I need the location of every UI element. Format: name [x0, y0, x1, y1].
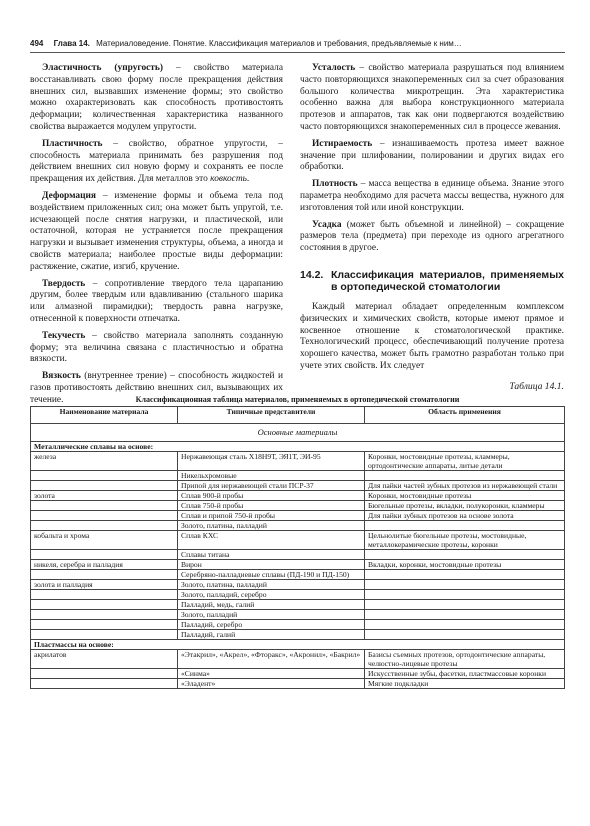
table-row — [31, 481, 565, 491]
section-number: 14.2. — [300, 268, 324, 281]
material-group-cell: никеля, серебра и палладия — [31, 560, 178, 570]
representative-cell: Сплав и припой 750-й пробы — [178, 511, 365, 521]
table-section-label: Металлические сплавы на основе: — [31, 442, 565, 452]
table-row — [31, 679, 565, 689]
chapter-label: Глава 14. — [53, 39, 90, 48]
usage-cell — [365, 570, 565, 580]
left-paragraph — [30, 331, 283, 366]
usage-cell — [365, 600, 565, 610]
table-section-label: Пластмассы на основе: — [31, 640, 565, 650]
representative-cell: Золото, палладий — [178, 610, 365, 620]
table-row — [31, 650, 565, 669]
table-row — [31, 521, 565, 531]
section-title: Классификация материалов, применяемых в ортопедической стоматологии — [331, 268, 564, 294]
definition: – свойство материала восстанавливать свою форму после прекращения действия внешних сил, вызвавших изменение формы; это свойство можно охарактеризовать как способность противостоять деформации; количественная характеристика названного свойства выражается модулем упругости. — [30, 63, 283, 132]
usage-cell — [365, 580, 565, 590]
material-group-cell — [31, 481, 178, 491]
table-title: Классификационная таблица материалов, применяемых в ортопедической стоматологии — [135, 395, 460, 404]
definition: – масса вещества в единице объема. Знание этого параметра необходимо для расчета массы вещества, нужного для изготовления той или иной конструкции. — [300, 179, 564, 213]
representative-cell: Палладий, серебро — [178, 620, 365, 630]
right-terms — [300, 63, 564, 255]
section-heading — [300, 269, 564, 294]
definition: (может быть объемной и линейной) – сокращение размеров тела (предмета) при переходе из одного агрегатного состояния в другое. — [300, 219, 564, 254]
material-group-cell: золота и палладия — [31, 580, 178, 590]
page-number: 494 — [30, 39, 44, 48]
representative-cell: Сплавы титана — [178, 550, 365, 560]
section-body: Каждый материал обладает определенным комплексом физических и химических свойств, которые имеют прямое и косвенное отношение к стоматологической практике. Технологический процесс, обеспечивающий получение протеза хорошего качества, может быть грамотно разработан только при учете этих свойств. Их следует — [300, 301, 564, 371]
table-subheader-row — [31, 424, 565, 442]
usage-cell — [365, 471, 565, 481]
representative-cell: Никельхромовые — [178, 471, 365, 481]
representative-cell: «Этакрил», «Акрел», «Фторакс», «Акронил», «Бакрил» — [178, 650, 365, 669]
term: Вязкость — [42, 371, 81, 382]
italic-term: ковкость — [210, 174, 247, 185]
material-group-cell: кобальта и хрома — [31, 531, 178, 550]
table-row — [31, 550, 565, 560]
left-column — [30, 63, 283, 407]
representative-cell: Нержавеющая сталь Х18Н9Т, ЭЯ1Т, ЭИ-95 — [178, 452, 365, 471]
table-row — [31, 610, 565, 620]
usage-cell: Мягкие подкладки — [365, 679, 565, 689]
table-section-row — [31, 442, 565, 452]
material-group-cell: железа — [31, 452, 178, 471]
material-group-cell — [31, 600, 178, 610]
table-row — [31, 491, 565, 501]
table-row — [31, 570, 565, 580]
definition: (внутреннее трение) – способность жидкостей и газов противостоять действию внешних сил, вызывающих их течение. — [30, 371, 283, 405]
usage-cell: Искусственные зубы, фасетки, пластмассовые коронки — [365, 669, 565, 679]
table-row — [31, 580, 565, 590]
table-row — [31, 620, 565, 630]
material-group-cell — [31, 669, 178, 679]
table-row — [31, 471, 565, 481]
usage-cell: Вкладки, коронки, мостовидные протезы — [365, 560, 565, 570]
representative-cell: «Синма» — [178, 669, 365, 679]
material-group-cell — [31, 511, 178, 521]
usage-cell: Для пайки частей зубных протезов из нержавеющей стали — [365, 481, 565, 491]
term: Текучесть — [42, 330, 86, 341]
table-section-row — [31, 640, 565, 650]
table-row — [31, 560, 565, 570]
definition: – свойство материала разрушаться под влиянием часто повторяющихся знакопеременных сил за счет образования большого количества микротрещин. Эта характеристика особенно важна для выбора конструкционного материала протезов и аппаратов, так как они подвергаются воздействию часто повторяющихся знакопеременных сил в процессе жевания. — [300, 63, 564, 132]
usage-cell — [365, 590, 565, 600]
term: Истираемость — [312, 138, 373, 149]
usage-cell — [365, 620, 565, 630]
representative-cell: Палладий, галий — [178, 630, 365, 640]
representative-cell: Золото, платина, палладий — [178, 521, 365, 531]
definition: – свойство материала заполнять созданную форму; эта величина связана с пластичностью и обратна вязкости. — [30, 330, 283, 365]
representative-cell: Сплав 750-й пробы — [178, 501, 365, 511]
term: Пластичность — [42, 138, 103, 149]
representative-cell: «Эладент» — [178, 679, 365, 689]
header-name: Наименование материала — [31, 407, 178, 424]
term: Эластичность (упругость) — [42, 63, 163, 73]
table-row — [31, 501, 565, 511]
header-rule — [30, 52, 565, 53]
table-row — [31, 452, 565, 471]
material-group-cell — [31, 610, 178, 620]
term: Деформация — [42, 190, 96, 201]
definition: – изменение формы и объема тела под воздействием приложенных сил; она может быть упругой, т.е. исчезающей после снятия нагрузки, и пластической, или остаточной, которая не устраняется после прекращения нагрузки и вызывает изменения структуры, объема, а иногда и свойств материала; наиболее простые виды деформации: растяжение, сжатие, изгиб, кручение. — [30, 190, 283, 272]
representative-cell: Золото, палладий, серебро — [178, 590, 365, 600]
definition-tail: . — [246, 174, 250, 185]
table-row — [31, 600, 565, 610]
left-paragraph — [30, 139, 283, 186]
material-group-cell — [31, 630, 178, 640]
right-paragraph — [300, 220, 564, 255]
term: Усадка — [312, 219, 342, 230]
right-paragraph — [300, 139, 564, 174]
table-row — [31, 630, 565, 640]
representative-cell: Сплав КХС — [178, 531, 365, 550]
table-header-row — [31, 407, 565, 424]
table-caption: Таблица 14.1. — [509, 381, 564, 392]
table-body — [31, 424, 565, 689]
material-group-cell — [31, 620, 178, 630]
representative-cell: Золото, платина, палладий — [178, 580, 365, 590]
term: Плотность — [312, 179, 358, 190]
table-row — [31, 590, 565, 600]
materials-table — [30, 406, 565, 689]
material-group-cell: акрилатов — [31, 650, 178, 669]
left-paragraph — [30, 63, 283, 134]
material-group-cell — [31, 590, 178, 600]
usage-cell — [365, 550, 565, 560]
representative-cell: Палладий, медь, галий — [178, 600, 365, 610]
table-row — [31, 669, 565, 679]
usage-cell: Для пайки зубных протезов на основе золота — [365, 511, 565, 521]
representative-cell: Сплав 900-й пробы — [178, 491, 365, 501]
representative-cell: Вирон — [178, 560, 365, 570]
representative-cell: Серебряно-палладиевые сплавы (ПД-190 и ПД-150) — [178, 570, 365, 580]
usage-cell: Цельнолитые бюгельные протезы, мостовидные, металлокерамические протезы, коронки — [365, 531, 565, 550]
header-representatives: Типичные представители — [178, 407, 365, 424]
chapter-title: Материаловедение. Понятие. Классификация материалов и требования, предъявляемые к ним… — [96, 39, 462, 48]
definition: – свойство, обратное упругости, – способность материала принимать без разрушения под действием внешних сил новую форму и сохранять ее после прекращения их действия. Для металлов это — [30, 138, 283, 185]
material-group-cell: золота — [31, 491, 178, 501]
term: Твердость — [42, 278, 86, 289]
running-header — [30, 37, 565, 51]
usage-cell — [365, 630, 565, 640]
material-group-cell — [31, 501, 178, 511]
table-row — [31, 531, 565, 550]
usage-cell — [365, 521, 565, 531]
material-group-cell — [31, 550, 178, 560]
right-column — [300, 63, 564, 373]
material-group-cell — [31, 679, 178, 689]
left-paragraph — [30, 279, 283, 326]
right-paragraph — [300, 63, 564, 134]
usage-cell: Бюгельные протезы, вкладки, полукоронки, кламмеры — [365, 501, 565, 511]
definition: – сопротивление твердого тела царапанию другим, более твердым или вдавливанию (стального шарика или алмазной пирамидки); твердость равна нагрузке, отнесенной к поверхности отпечатка. — [30, 278, 283, 324]
usage-cell — [365, 610, 565, 620]
term: Усталость — [312, 63, 356, 73]
material-group-cell — [31, 570, 178, 580]
header-usage: Область применения — [365, 407, 565, 424]
usage-cell: Коронки, мостовидные протезы — [365, 491, 565, 501]
usage-cell: Базисы съемных протезов, ортодонтические аппараты, челюстно-лицевые протезы — [365, 650, 565, 669]
representative-cell: Припой для нержавеющей стали ПСР-37 — [178, 481, 365, 491]
left-paragraph — [30, 191, 283, 274]
definition: – изнашиваемость протеза имеет важное значение при шлифовании, полировании и других видах его обработки. — [300, 138, 564, 173]
table-row — [31, 511, 565, 521]
table-subheader: Основные материалы — [31, 424, 565, 442]
material-group-cell — [31, 471, 178, 481]
material-group-cell — [31, 521, 178, 531]
right-paragraph — [300, 179, 564, 214]
usage-cell: Коронки, мостовидные протезы, кламмеры, ортодонтические аппараты, литые детали — [365, 452, 565, 471]
